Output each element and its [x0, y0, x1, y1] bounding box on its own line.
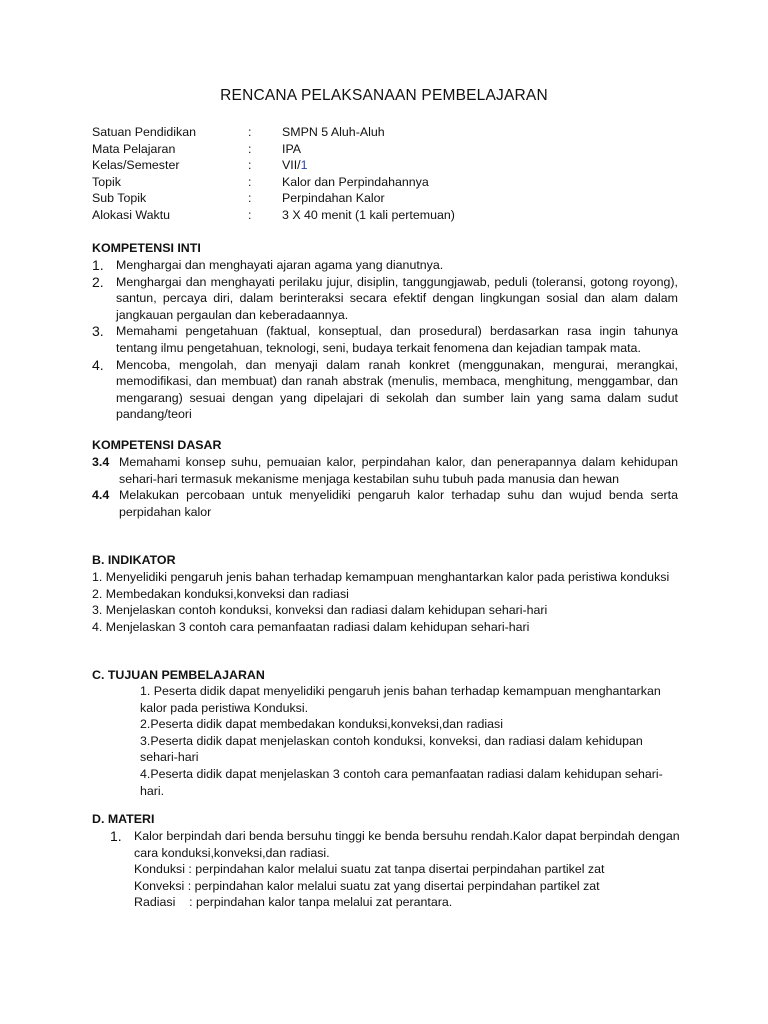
identity-value: IPA — [282, 141, 302, 156]
document-title: RENCANA PELAKSANAAN PEMBELAJARAN — [220, 87, 548, 104]
identity-row — [92, 174, 455, 191]
tujuan-heading: C. TUJUAN PEMBELAJARAN — [92, 668, 265, 682]
identity-colon: : — [248, 158, 252, 173]
list-number: 4. — [92, 356, 104, 373]
materi-content — [134, 828, 680, 911]
materi-line: Konduksi : perpindahan kalor melalui suatu zat tanpa disertai perpindahan partikel zat — [134, 862, 605, 877]
identity-row — [92, 190, 455, 207]
list-number: 3.4 — [92, 455, 110, 469]
list-text: Melakukan percobaan untuk menyelidiki pengaruh kalor terhadap suhu dan wujud benda serta perpidahan kalor — [119, 488, 678, 519]
identity-value: Perpindahan Kalor — [282, 191, 385, 206]
identity-row — [92, 157, 455, 174]
materi-line: Konveksi : perpindahan kalor melalui suatu zat yang disertai perpindahan partikel zat — [134, 878, 600, 893]
list-number: 1. — [110, 828, 122, 844]
identity-colon: : — [248, 125, 252, 139]
list-item — [92, 454, 678, 487]
identity-value — [282, 157, 308, 174]
list-item — [92, 487, 678, 520]
ki-list — [92, 257, 678, 423]
identity-value: 3 X 40 menit (1 kali pertemuan) — [282, 207, 455, 222]
identity-colon: : — [248, 141, 252, 156]
list-item: 4.Peserta didik dapat menjelaskan 3 contoh cara pemanfaatan radiasi dalam kehidupan sehari-hari. — [140, 766, 663, 798]
semester-value: 1 — [300, 158, 308, 173]
identity-label: Alokasi Waktu — [92, 207, 171, 222]
identity-label: Sub Topik — [92, 191, 147, 206]
list-item: 1. Menyelidiki pengaruh jenis bahan terhadap kemampuan menghantarkan kalor pada peristiwa konduksi — [92, 570, 670, 584]
list-item — [92, 323, 678, 356]
identity-row — [92, 207, 455, 224]
list-number: 3. — [92, 323, 104, 340]
list-item: 2.Peserta didik dapat membedakan konduksi,konveksi,dan radiasi — [140, 717, 503, 732]
list-text: Mencoba, mengolah, dan menyaji dalam ranah konkret (menggunakan, mengurai, merangkai, memodifikasi, dan membuat) dan ranah abstrak (menulis, membaca, menghitung, menggambar, dan mengarang) sesuai dengan yang dipelajari di sekolah dan sumber lain yang sama dalam sudut pandang/teori — [116, 357, 678, 422]
identity-label: Mata Pelajaran — [92, 141, 176, 156]
indikator-heading: B. INDIKATOR — [92, 553, 176, 567]
identity-label: Kelas/Semester — [92, 158, 180, 173]
identity-label: Topik — [92, 174, 121, 189]
list-item — [92, 357, 678, 423]
list-item — [110, 828, 680, 911]
list-text: Menghargai dan menghayati perilaku jujur, disiplin, tanggungjawab, peduli (toleransi, gotong royong), santun, percaya diri, dalam berinteraksi secara efektif dengan lingkungan sosial dan alam dalam jangkauan pergaulan dan keberadaannya. — [116, 274, 678, 322]
kd-list — [92, 454, 678, 520]
list-item: 3. Menjelaskan contoh konduksi, konveksi dan radiasi dalam kehidupan sehari-hari — [92, 603, 548, 618]
materi-intro: Kalor berpindah dari benda bersuhu tinggi ke benda bersuhu rendah.Kalor dapat berpindah dengan cara konduksi,konveksi,dan radiasi. — [134, 829, 680, 860]
list-item: 1. Peserta didik dapat menyelidiki pengaruh jenis bahan terhadap kemampuan menghantarkan kalor pada peristiwa Konduksi. — [140, 684, 661, 715]
list-number: 2. — [92, 273, 104, 290]
materi-list — [110, 828, 680, 911]
identity-colon: : — [248, 191, 252, 206]
kd-heading: KOMPETENSI DASAR — [92, 438, 222, 452]
indikator-list — [92, 569, 678, 635]
materi-heading: D. MATERI — [92, 812, 155, 826]
class-value: VII/ — [282, 158, 301, 173]
list-item — [92, 274, 678, 324]
list-item: 3.Peserta didik dapat menjelaskan contoh konduksi, konveksi, dan radiasi dalam kehidupan sehari-hari — [140, 733, 643, 765]
identity-row — [92, 124, 455, 141]
tujuan-list — [140, 683, 680, 799]
list-item: 2. Membedakan konduksi,konveksi dan radiasi — [92, 586, 349, 601]
identity-colon: : — [248, 207, 252, 222]
identity-table — [92, 124, 455, 224]
list-number: 4.4 — [92, 488, 110, 503]
list-number: 1. — [92, 257, 104, 273]
list-text: Memahami konsep suhu, pemuaian kalor, perpindahan kalor, dan penerapannya dalam kehidupan sehari-hari termasuk mekanisme menjaga kestabilan suhu tubuh pada manusia dan hewan — [119, 455, 678, 486]
identity-row — [92, 141, 455, 158]
list-text: Menghargai dan menghayati ajaran agama yang dianutnya. — [116, 258, 444, 272]
identity-colon: : — [248, 174, 252, 189]
ki-heading: KOMPETENSI INTI — [92, 241, 201, 255]
materi-line: Radiasi : perpindahan kalor tanpa melalui zat perantara. — [134, 895, 453, 910]
identity-value: Kalor dan Perpindahannya — [282, 174, 429, 189]
list-text: Memahami pengetahuan (faktual, konseptual, dan prosedural) berdasarkan rasa ingin tahunya tentang ilmu pengetahuan, teknologi, seni, budaya terkait fenomena dan kejadian tampak mata. — [116, 324, 678, 355]
identity-label: Satuan Pendidikan — [92, 125, 197, 139]
list-item: 4. Menjelaskan 3 contoh cara pemanfaatan radiasi dalam kehidupan sehari-hari — [92, 619, 530, 634]
list-item — [92, 257, 678, 274]
identity-value: SMPN 5 Aluh-Aluh — [282, 125, 385, 139]
